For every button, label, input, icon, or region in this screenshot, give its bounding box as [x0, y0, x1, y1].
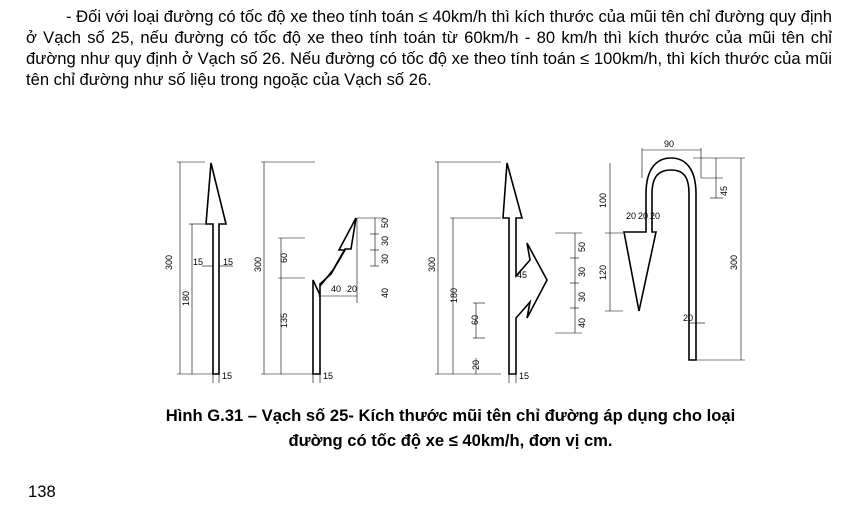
dim-a1-width: 15	[222, 371, 233, 381]
dim-a4-300: 300	[729, 254, 739, 270]
dim-a3-width: 15	[519, 371, 530, 381]
dim-a2-r50: 50	[380, 217, 390, 228]
dim-a4-90: 90	[664, 139, 675, 149]
dim-a3-r50: 50	[577, 241, 587, 252]
dim-a3-180: 180	[449, 287, 459, 303]
dim-a1-head-l: 15	[193, 257, 204, 267]
dim-a2-r30a: 30	[380, 253, 390, 264]
dim-a4-20d: 20	[683, 313, 694, 323]
dim-a3-20: 20	[471, 359, 481, 370]
dim-a2-60: 60	[279, 252, 289, 263]
dim-a2-40: 40	[331, 284, 342, 294]
dim-a3-r40: 40	[577, 317, 587, 328]
arrow-straight	[206, 163, 226, 374]
dim-a1-shaft: 180	[181, 290, 191, 306]
arrow-u-turn	[624, 158, 696, 360]
dim-a1-total: 300	[164, 254, 174, 270]
dim-a4-100: 100	[598, 192, 608, 208]
dim-a4-45: 45	[719, 185, 729, 196]
dim-a2-20: 20	[347, 284, 358, 294]
dim-a3-60: 60	[470, 314, 480, 325]
figure-caption-line1: Hình G.31 – Vạch số 25- Kích thước mũi tên chỉ đường áp dụng cho loại	[165, 406, 736, 425]
dim-a4-20a: 20	[626, 211, 637, 221]
dim-a2-width: 15	[323, 371, 334, 381]
dim-a3-r30b: 30	[577, 266, 587, 277]
figure-caption-line2: đường có tốc độ xe ≤ 40km/h, đơn vị cm.	[288, 431, 613, 450]
dim-a2-r40: 40	[380, 287, 390, 298]
dim-a2-r30b: 30	[380, 235, 390, 246]
dim-a4-120: 120	[598, 264, 608, 280]
page-number: 138	[28, 482, 56, 501]
dim-a4-20b: 20	[638, 211, 649, 221]
dim-a2-total: 300	[253, 256, 263, 272]
dim-a3-45: 45	[517, 270, 528, 280]
arrow-dimensions-figure	[145, 138, 745, 388]
body-paragraph	[26, 6, 832, 90]
dim-a2-135: 135	[279, 312, 289, 328]
dim-a3-total: 300	[427, 256, 437, 272]
paragraph-text: - Đối với loại đường có tốc độ xe theo tính toán ≤ 40km/h thì kích thước của mũi tên chỉ đường quy định ở Vạch số 25, nếu đường có tốc độ xe theo tính toán từ 60km/h - 80 km/h thì kích thước của mũi tên chỉ đường như quy định ở Vạch số 26. Nếu đường có tốc độ xe theo tính toán ≤ 100km/h, thì kích thước của mũi tên chỉ đường như số liệu trong ngoặc của Vạch số 26.	[26, 7, 832, 89]
arrow-straight-chevron	[503, 163, 547, 374]
dim-a3-r30a: 30	[577, 291, 587, 302]
dim-a1-head-r: 15	[223, 257, 234, 267]
dim-a4-20c: 20	[650, 211, 661, 221]
